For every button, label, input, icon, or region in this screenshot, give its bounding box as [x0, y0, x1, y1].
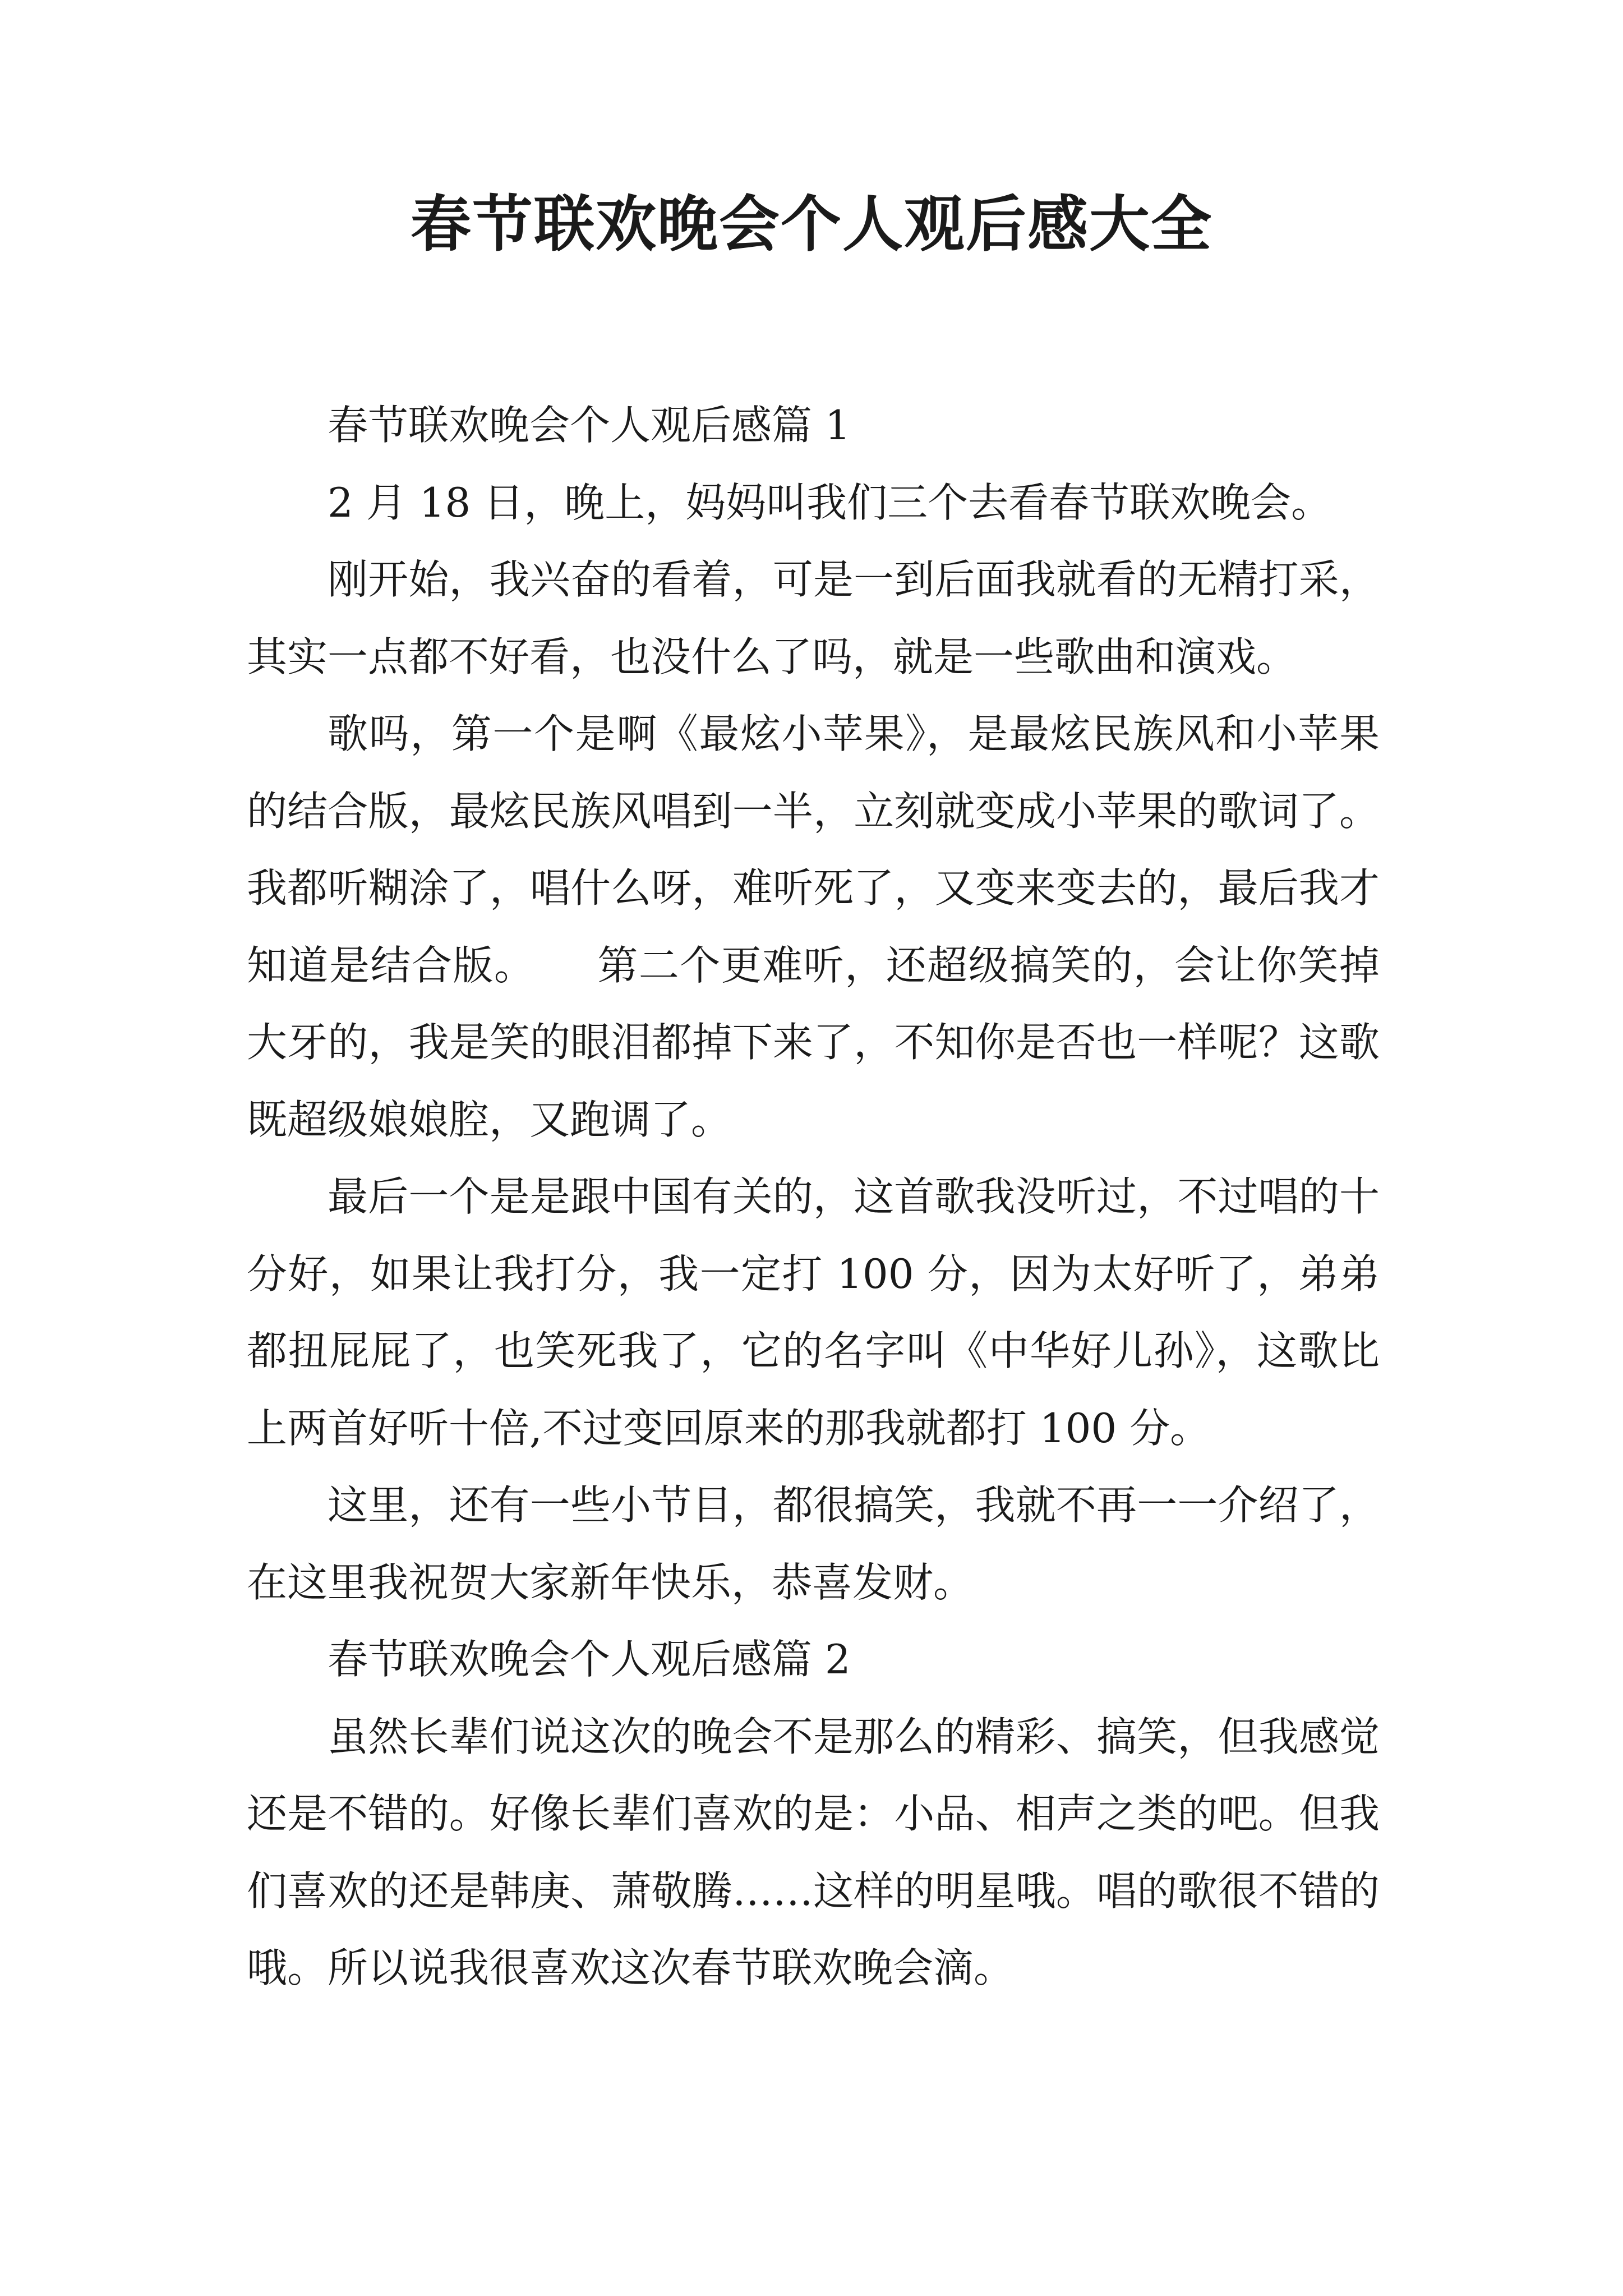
- paragraph: 2 月 18 日，晚上，妈妈叫我们三个去看春节联欢晚会。: [328, 478, 1332, 526]
- section-heading-2: 春节联欢晚会个人观后感篇 2: [328, 1636, 851, 1683]
- paragraph: 歌吗，第一个是啊《最炫小苹果》，是最炫民族风和小苹果的结合版，最炫民族风唱到一半，立刻就变成小苹果的歌词了。我都听糊涂了，唱什么呀，难听死了，又变来变去的，最后我才知道是结合版。 第二个更难听，还超级搞笑的，会让你笑掉大牙的，我是笑的眼泪都掉下来了，不知你是否也一样呢？这歌既超级娘娘腔，又跑调了。: [247, 710, 1380, 1143]
- paragraph: 刚开始，我兴奋的看着，可是一到后面我就看的无精打采，其实一点都不好看，也没什么了吗，就是一些歌曲和演戏。: [247, 556, 1380, 680]
- paragraph: 虽然长辈们说这次的晚会不是那么的精彩、搞笑，但我感觉还是不错的。好像长辈们喜欢的是：小品、相声之类的吧。但我们喜欢的还是韩庚、萧敬腾……这样的明星哦。唱的歌很不错的哦。所以说我很喜欢这次春节联欢晚会滴。: [247, 1713, 1380, 1991]
- paragraph: 最后一个是是跟中国有关的，这首歌我没听过，不过唱的十分好，如果让我打分，我一定打 100 分，因为太好听了，弟弟都扭屁屁了，也笑死我了，它的名字叫《中华好儿孙》，这歌比上两首好听十倍,不过变回原来的那我就都打 100 分。: [247, 1173, 1380, 1452]
- document-body: [247, 387, 1380, 2007]
- paragraph: 这里，还有一些小节目，都很搞笑，我就不再一一介绍了，在这里我祝贺大家新年快乐，恭喜发财。: [247, 1481, 1380, 1606]
- document-title: 春节联欢晚会个人观后感大全: [410, 189, 1212, 260]
- section-heading-1: 春节联欢晚会个人观后感篇 1: [328, 402, 851, 449]
